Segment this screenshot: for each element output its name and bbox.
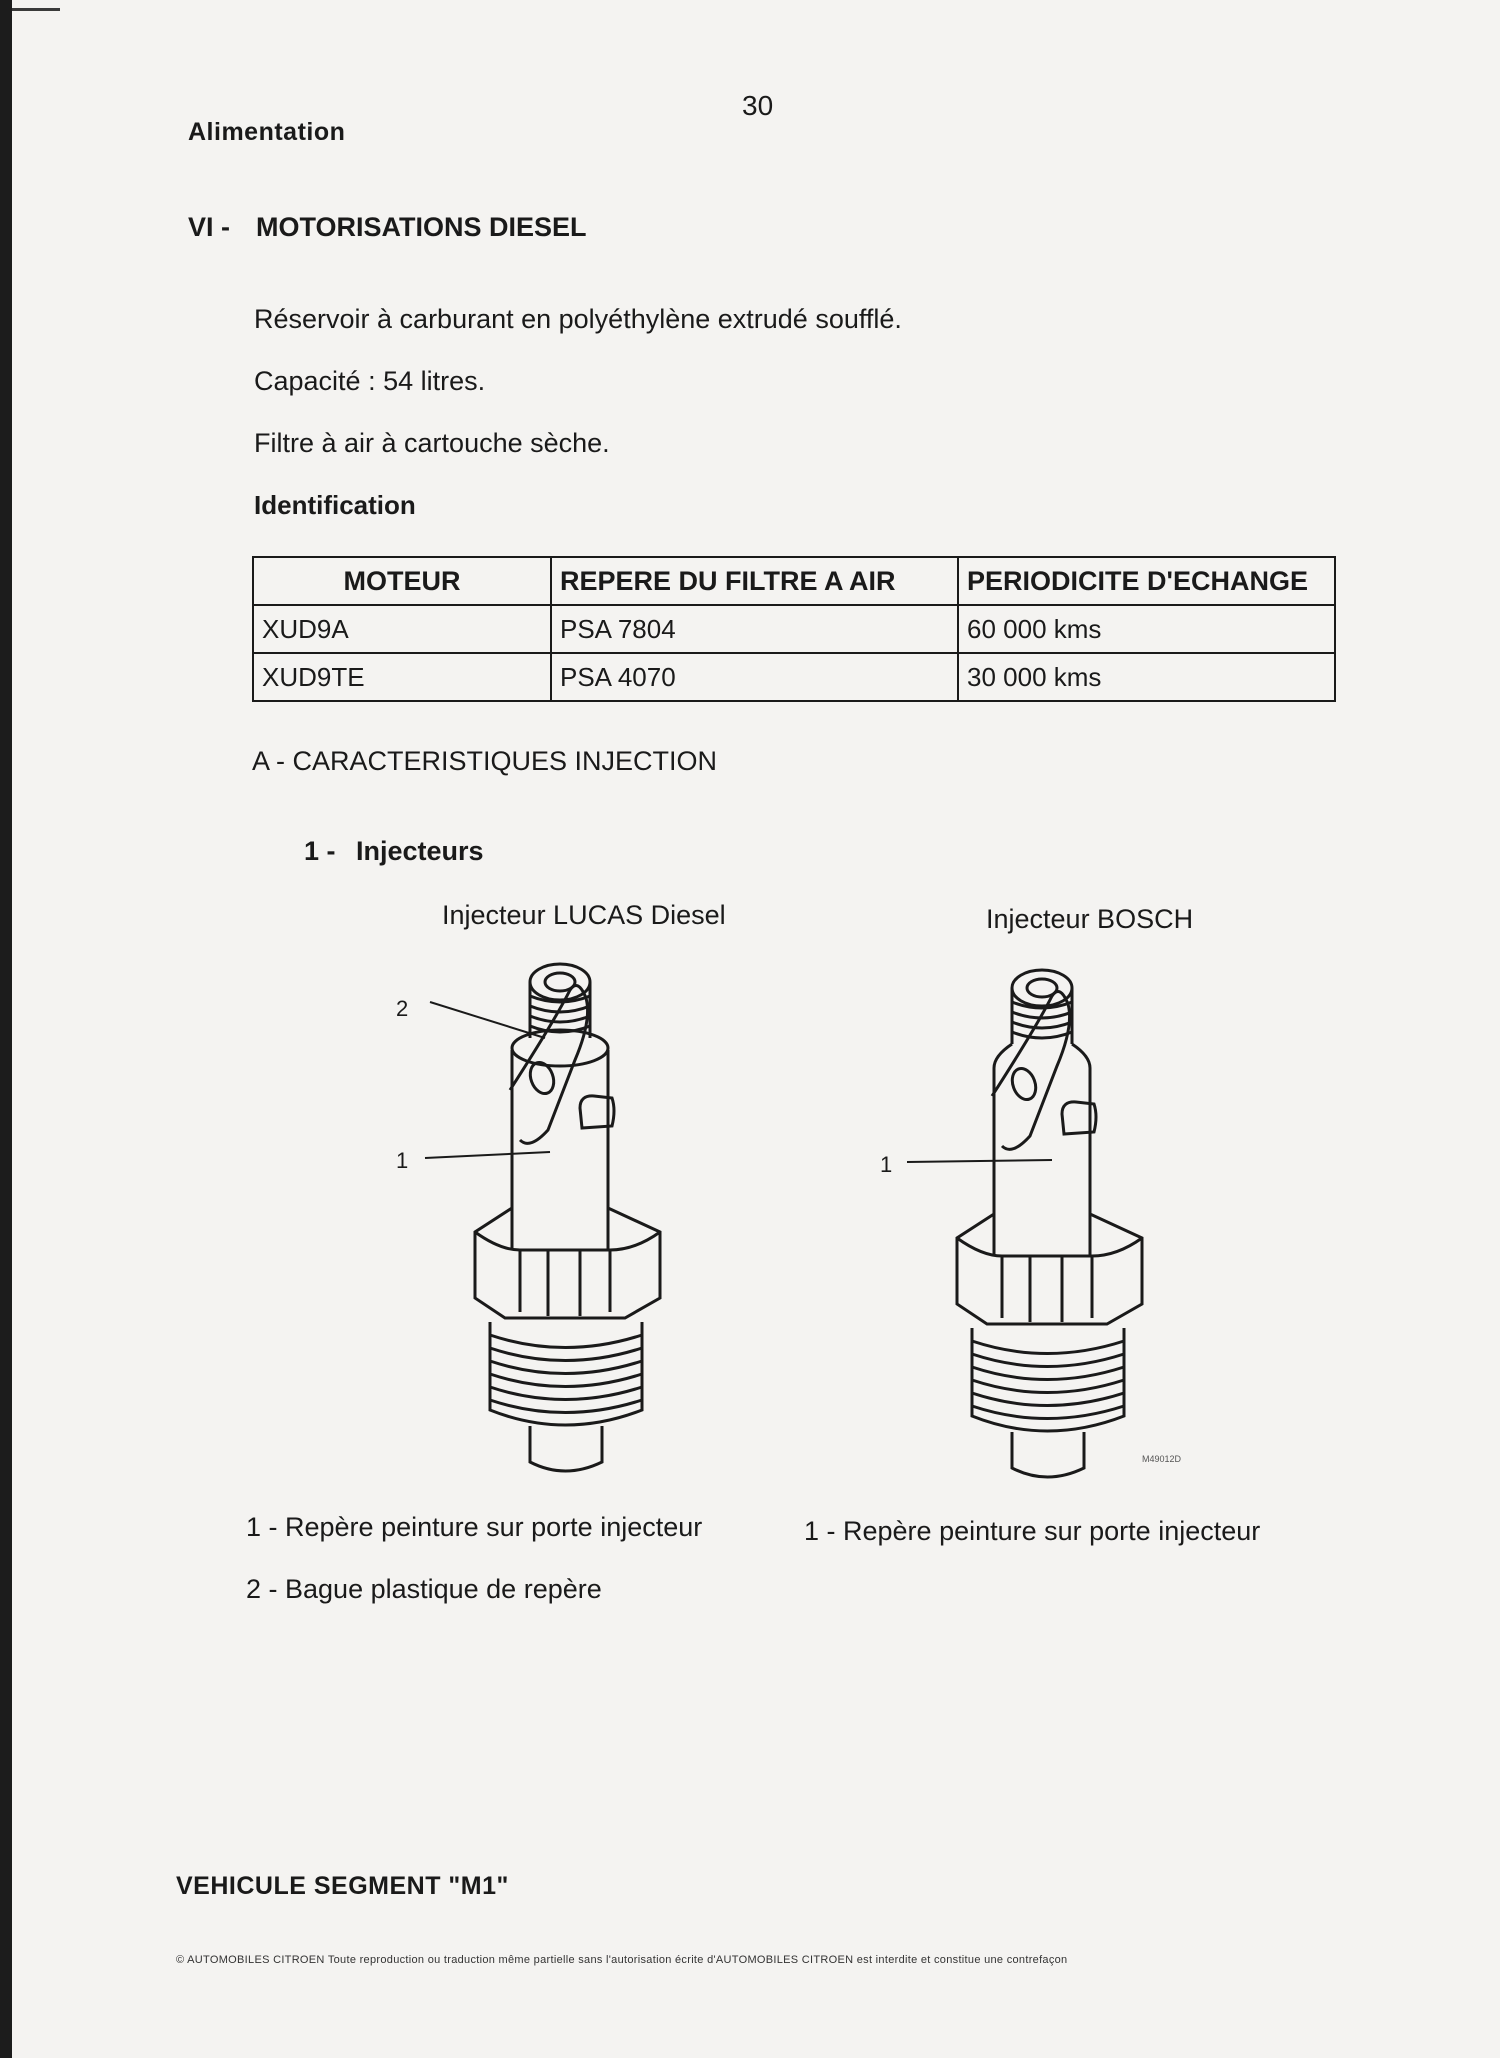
chapter-number: VI - (188, 212, 231, 242)
paragraph-air-filter: Filtre à air à cartouche sèche. (254, 428, 610, 458)
table-header-row (253, 557, 1335, 605)
section-header: Alimentation (188, 118, 346, 146)
lucas-figure-caption: Injecteur LUCAS Diesel (442, 900, 726, 930)
bosch-injector-drawing (862, 956, 1202, 1496)
table-cell: PSA 4070 (551, 653, 958, 701)
bosch-legend-item-1: 1 - Repère peinture sur porte injecteur (804, 1516, 1261, 1546)
table-cell: 60 000 kms (958, 605, 1335, 653)
table-cell: XUD9TE (253, 653, 551, 701)
bosch-callout-label-1: 1 (880, 1152, 893, 1177)
section-a-heading: A - CARACTERISTIQUES INJECTION (252, 746, 718, 776)
bosch-figure-caption: Injecteur BOSCH (986, 904, 1194, 934)
bosch-callout-line-1 (907, 1160, 1052, 1162)
table-row (253, 653, 1335, 701)
table-header-cell: REPERE DU FILTRE A AIR (551, 557, 958, 605)
bosch-reference-code: M49012D (1142, 1454, 1182, 1464)
air-filter-table (252, 556, 1336, 702)
footer-title: VEHICULE SEGMENT "M1" (176, 1872, 509, 1900)
table-row (253, 605, 1335, 653)
paragraph-capacity: Capacité : 54 litres. (254, 366, 486, 396)
copyright-notice: © AUTOMOBILES CITROEN Toute reproduction ou traduction même partielle sans l'autorisation écrite d'AUTOMOBILES CITROEN est interdite et constitue une contrefaçon (176, 1954, 1068, 1966)
page-number: 30 (742, 90, 774, 121)
lucas-injector-drawing (380, 950, 720, 1490)
table-header-cell: MOTEUR (253, 557, 551, 605)
lucas-injector-illustration (475, 964, 660, 1471)
subsection-heading (304, 836, 484, 867)
lucas-callout-line-2 (430, 1002, 545, 1038)
lucas-callout-label-2: 2 (396, 996, 409, 1021)
chapter-title (188, 212, 587, 243)
table-cell: XUD9A (253, 605, 551, 653)
chapter-title-text: MOTORISATIONS DIESEL (256, 212, 587, 242)
subsection-title: Injecteurs (356, 836, 484, 866)
binding-edge (0, 0, 12, 2058)
table-cell: PSA 7804 (551, 605, 958, 653)
paragraph-tank: Réservoir à carburant en polyéthylène extrudé soufflé. (254, 304, 902, 334)
identification-heading: Identification (254, 490, 416, 520)
lucas-legend-item-1: 1 - Repère peinture sur porte injecteur (246, 1512, 703, 1542)
subsection-number: 1 - (304, 836, 336, 866)
table-header-cell: PERIODICITE D'ECHANGE (958, 557, 1335, 605)
bosch-injector-illustration (957, 970, 1142, 1477)
lucas-legend-item-2: 2 - Bague plastique de repère (246, 1574, 602, 1604)
lucas-callout-label-1: 1 (396, 1148, 409, 1173)
table-cell: 30 000 kms (958, 653, 1335, 701)
lucas-callout-line-1 (425, 1152, 550, 1158)
corner-mark (12, 8, 60, 11)
